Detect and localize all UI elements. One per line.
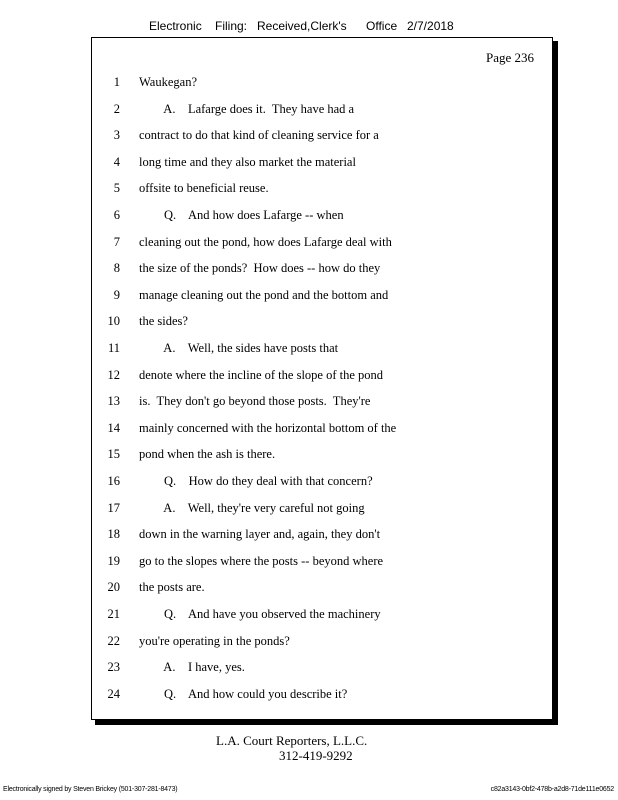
transcript-page <box>91 37 553 720</box>
line-text: Q. How do they deal with that concern? <box>139 474 373 488</box>
line-text: A. Lafarge does it. They have had a <box>139 101 355 116</box>
line-text: go to the slopes where the posts -- beyond where <box>139 553 384 568</box>
line-text: manage cleaning out the pond and the bottom and <box>139 287 389 302</box>
transcript-line <box>92 314 552 334</box>
line-number: 15 <box>107 447 120 462</box>
line-text: A. I have, yes. <box>139 660 245 675</box>
line-text: is. They don't go beyond those posts. They're <box>139 394 371 409</box>
line-number: 12 <box>107 367 120 382</box>
line-text: A. Well, the sides have posts that <box>139 341 339 355</box>
line-number: 19 <box>107 553 120 568</box>
line-number: 23 <box>107 660 120 675</box>
transcript-line <box>92 341 552 361</box>
transcript-line <box>92 474 552 494</box>
line-text: cleaning out the pond, how does Lafarge deal with <box>139 234 392 249</box>
line-number: 8 <box>113 261 120 276</box>
transcript-line <box>92 208 552 228</box>
transcript-line <box>92 261 552 281</box>
document-hash: c82a3143-0bf2-478b-a2d8-71de111e0652 <box>490 786 614 793</box>
transcript-line <box>92 634 552 654</box>
line-text: contract to do that kind of cleaning service for a <box>139 128 379 143</box>
transcript-line <box>92 394 552 414</box>
line-number: 20 <box>107 580 120 595</box>
line-number: 14 <box>107 420 120 435</box>
transcript-line <box>92 660 552 680</box>
transcript-line <box>92 75 552 95</box>
line-number: 22 <box>107 633 120 648</box>
header-filing: Filing: <box>215 19 248 33</box>
transcript-line <box>92 687 552 707</box>
header-received: Received,Clerk's <box>257 19 347 33</box>
transcript-line <box>92 607 552 627</box>
line-number: 7 <box>113 234 120 249</box>
footer-phone: 312-419-9292 <box>279 748 353 763</box>
transcript-line <box>92 501 552 521</box>
line-number: 3 <box>113 128 120 143</box>
transcript-line <box>92 527 552 547</box>
line-number: 17 <box>107 500 120 515</box>
page-number: Page 236 <box>485 50 534 65</box>
transcript-line <box>92 554 552 574</box>
transcript-line <box>92 181 552 201</box>
line-text: the posts are. <box>139 580 205 595</box>
line-text: Q. And how does Lafarge -- when <box>139 208 344 222</box>
transcript-line <box>92 288 552 308</box>
transcript-line <box>92 580 552 600</box>
line-number: 13 <box>107 394 120 409</box>
line-number: 18 <box>107 527 120 542</box>
header-date: 2/7/2018 <box>407 19 454 33</box>
line-number: 4 <box>113 154 120 169</box>
footer-company: L.A. Court Reporters, L.L.C. <box>216 733 368 748</box>
header-electronic: Electronic <box>149 19 202 33</box>
line-number: 1 <box>113 75 120 89</box>
line-number: 11 <box>107 341 120 355</box>
line-text: long time and they also market the material <box>139 154 356 169</box>
transcript-line <box>92 235 552 255</box>
line-text: mainly concerned with the horizontal bottom of the <box>139 420 397 435</box>
transcript-line <box>92 102 552 122</box>
line-number: 24 <box>107 686 120 701</box>
line-text: the sides? <box>139 314 188 329</box>
line-number: 5 <box>113 181 120 196</box>
transcript-line <box>92 128 552 148</box>
line-number: 6 <box>113 208 120 222</box>
line-text: the size of the ponds? How does -- how do they <box>139 261 381 276</box>
line-text: pond when the ash is there. <box>139 447 276 462</box>
line-number: 10 <box>107 314 120 329</box>
line-number: 2 <box>113 101 120 116</box>
line-number: 21 <box>107 607 120 621</box>
transcript-line <box>92 447 552 467</box>
transcript-line <box>92 155 552 175</box>
line-text: denote where the incline of the slope of the pond <box>139 367 384 382</box>
line-text: down in the warning layer and, again, they don't <box>139 527 381 542</box>
transcript-line <box>92 421 552 441</box>
line-text: Waukegan? <box>139 75 197 89</box>
line-text: A. Well, they're very careful not going <box>139 500 365 515</box>
filing-header <box>0 19 618 37</box>
transcript-line <box>92 368 552 388</box>
line-number: 16 <box>107 474 120 488</box>
header-office: Office <box>366 19 398 33</box>
electronic-signature: Electronically signed by Steven Brickey (501-307-281-8473) <box>3 786 178 793</box>
line-text: you're operating in the ponds? <box>139 633 290 648</box>
line-text: Q. And how could you describe it? <box>139 686 348 701</box>
line-text: Q. And have you observed the machinery <box>139 607 381 621</box>
line-text: offsite to beneficial reuse. <box>139 181 269 196</box>
line-number: 9 <box>113 287 120 302</box>
